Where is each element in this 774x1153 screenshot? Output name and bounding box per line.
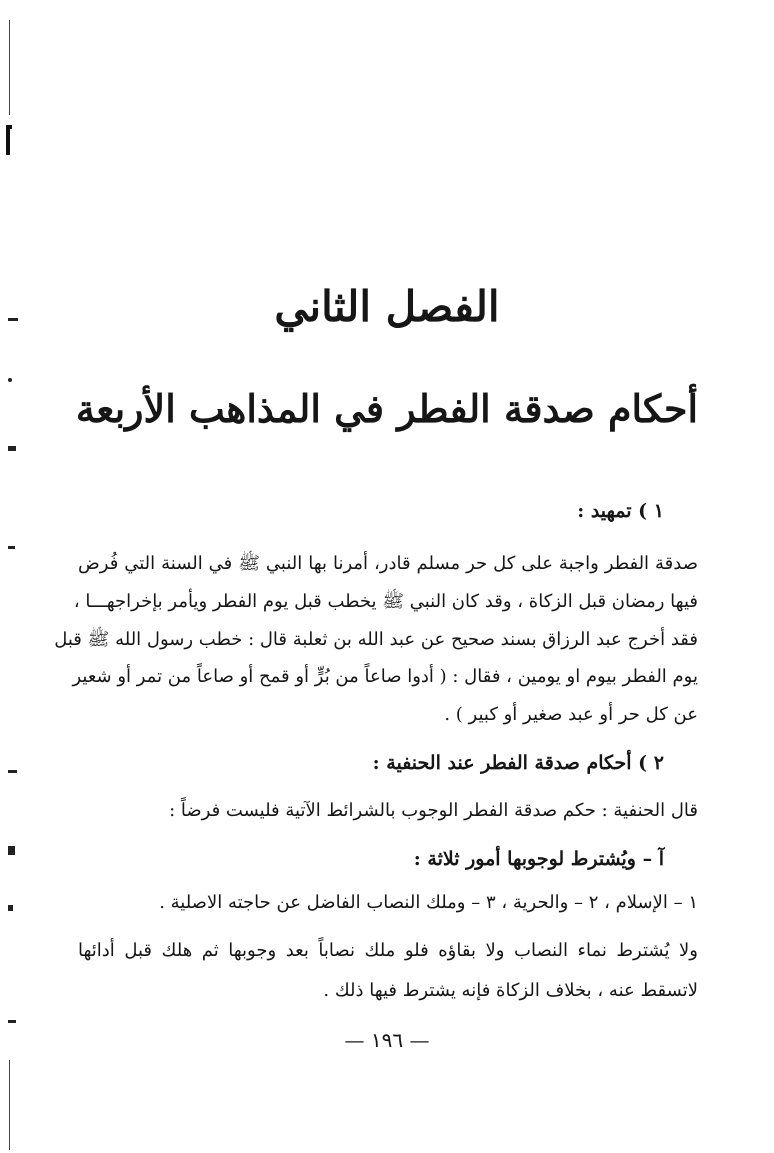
section-heading-hanafi: ٢ ) أحكام صدقة الفطر عند الحنفية :	[372, 752, 664, 774]
chapter-title: الفصل الثاني	[274, 282, 500, 331]
left-margin-line	[9, 20, 10, 115]
conditions-line: ١ – الإسلام ، ٢ – والحرية ، ٣ – وملك النصاب الفاضل عن حاجته الاصلية .	[159, 892, 698, 913]
paragraph-line: قال الحنفية : حكم صدقة الفطر الوجوب بالشرائط الآتية فليست فرضاً :	[169, 800, 698, 821]
edge-mark	[8, 446, 16, 451]
paragraph-line: يوم الفطر بيوم او يومين ، فقال : ( أدوا صاعاً من بُرٍّ أو قمح أو صاعاً من تمر أو شعير	[72, 666, 698, 687]
section-heading-intro: ١ ) تمهيد :	[577, 500, 664, 522]
paragraph-line: صدقة الفطر واجبة على كل حر مسلم قادر، أمرنا بها النبي ﷺ في السنة التي فُرض	[78, 553, 698, 574]
paragraph-line: فقد أخرج عبد الرزاق بسند صحيح عن عبد الله بن ثعلبة قال : خطب رسول الله ﷺ قبل	[54, 629, 698, 650]
edge-bracket-mark	[6, 125, 12, 155]
edge-mark	[8, 378, 12, 382]
chapter-subtitle: أحكام صدقة الفطر في المذاهب الأربعة	[75, 386, 699, 431]
subheading-conditions: آ – ويُشترط لوجوبها أمور ثلاثة :	[413, 848, 664, 870]
edge-mark	[8, 546, 15, 549]
paragraph-line: فيها رمضان قبل الزكاة ، وقد كان النبي ﷺ يخطب قبل يوم الفطر ويأمر بإخراجهـــا ،	[73, 591, 698, 612]
edge-mark	[8, 846, 15, 855]
left-margin-line-bottom	[9, 1060, 10, 1150]
paragraph-line: لاتسقط عنه ، بخلاف الزكاة فإنه يشترط فيها ذلك .	[323, 980, 698, 1001]
page-number: — ١٩٦ —	[344, 1028, 430, 1052]
edge-mark	[8, 770, 17, 773]
paragraph-line: عن كل حر أو عبد صغير أو كبير ) .	[444, 704, 698, 725]
paragraph-line: ولا يُشترط نماء النصاب ولا بقاؤه فلو ملك نصاباً بعد وجوبها ثم هلك قبل أدائها	[78, 940, 698, 961]
edge-mark	[8, 1020, 16, 1023]
edge-mark	[8, 905, 13, 911]
